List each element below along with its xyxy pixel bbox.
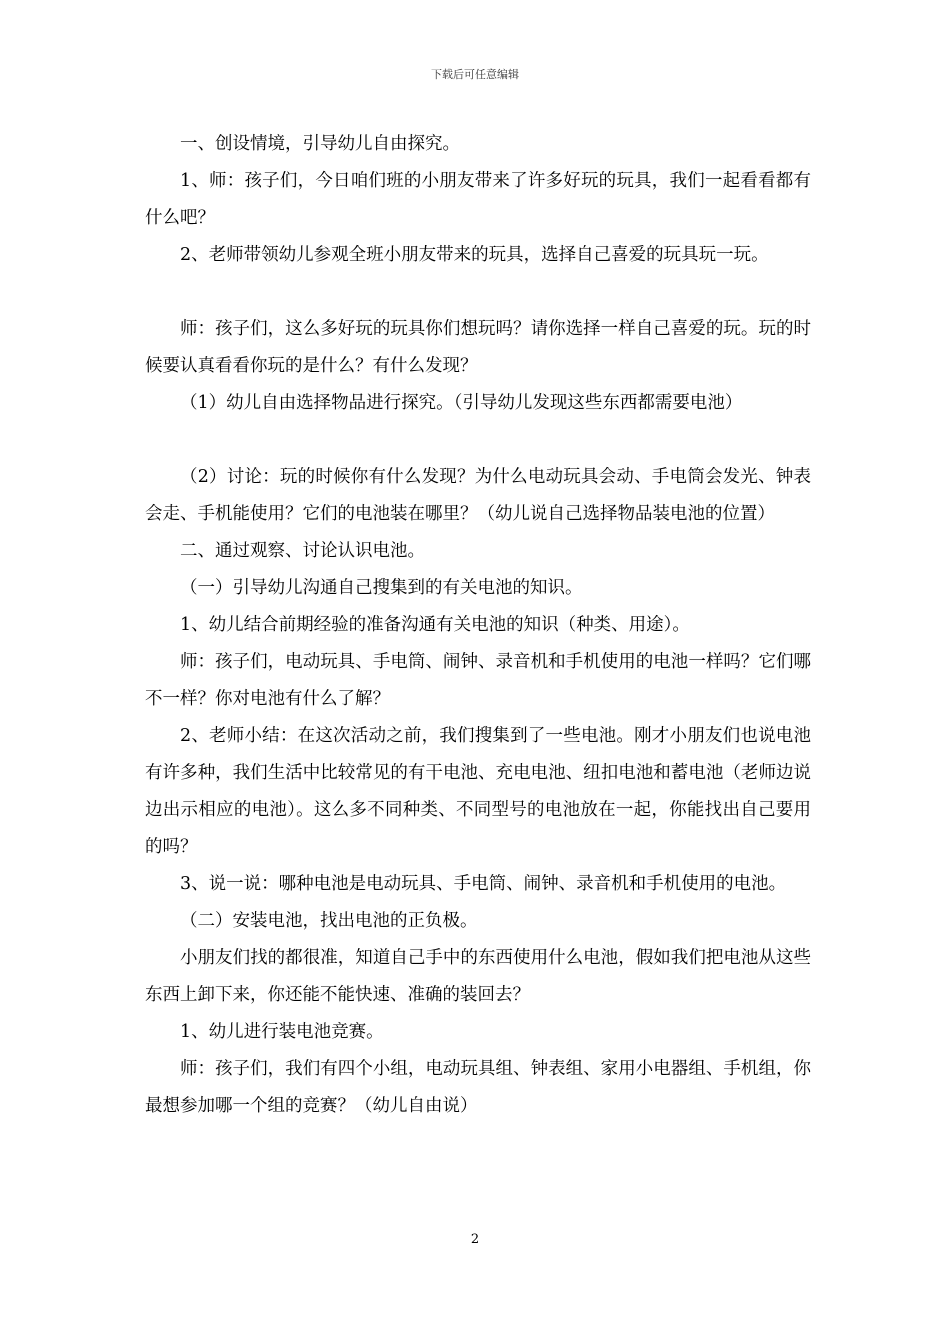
document-body <box>145 126 811 1125</box>
section-heading-2: 二、通过观察、讨论认识电池。 <box>180 541 425 561</box>
page-header-note: 下载后可任意编辑 <box>431 68 519 81</box>
subsection-heading-1: （一）引导幼儿沟通自己搜集到的有关电池的知识。 <box>180 578 583 598</box>
paragraph: 师：孩子们，电动玩具、手电筒、闹钟、录音机和手机使用的电池一样吗？它们哪不一样？你对电池有什么了解？ <box>145 652 811 709</box>
section-heading-1: 一、创设情境，引导幼儿自由探究。 <box>180 134 460 154</box>
subsection-heading-2: （二）安装电池，找出电池的正负极。 <box>180 911 478 931</box>
paragraph: 小朋友们找的都很准，知道自己手中的东西使用什么电池，假如我们把电池从这些东西上卸下来，你还能不能快速、准确的装回去？ <box>145 948 811 1005</box>
paragraph: 1、幼儿进行装电池竞赛。 <box>180 1022 384 1042</box>
paragraph: 2、老师小结：在这次活动之前，我们搜集到了一些电池。刚才小朋友们也说电池有许多种，我们生活中比较常见的有干电池、充电电池、纽扣电池和蓄电池（老师边说边出示相应的电池）。这么多不同种类、不同型号的电池放在一起，你能找出自己要用的吗？ <box>145 726 811 857</box>
page-number: 2 <box>470 1232 480 1247</box>
paragraph: 师：孩子们，我们有四个小组，电动玩具组、钟表组、家用小电器组、手机组，你最想参加哪一个组的竞赛？（幼儿自由说） <box>145 1059 811 1116</box>
paragraph: 师：孩子们，这么多好玩的玩具你们想玩吗？请你选择一样自己喜爱的玩。玩的时候要认真看看你玩的是什么？有什么发现？ <box>145 319 811 376</box>
paragraph: （1）幼儿自由选择物品进行探究。（引导幼儿发现这些东西都需要电池） <box>180 393 743 413</box>
paragraph: 1、师：孩子们，今日咱们班的小朋友带来了许多好玩的玩具，我们一起看看都有什么吧？ <box>145 171 811 228</box>
paragraph: （2）讨论：玩的时候你有什么发现？为什么电动玩具会动、手电筒会发光、钟表会走、手机能使用？它们的电池装在哪里？（幼儿说自己选择物品装电池的位置） <box>145 467 811 524</box>
paragraph: 2、老师带领幼儿参观全班小朋友带来的玩具，选择自己喜爱的玩具玩一玩。 <box>180 245 769 265</box>
paragraph: 3、说一说：哪种电池是电动玩具、手电筒、闹钟、录音机和手机使用的电池。 <box>180 874 787 894</box>
paragraph: 1、幼儿结合前期经验的准备沟通有关电池的知识（种类、用途）。 <box>180 615 690 635</box>
